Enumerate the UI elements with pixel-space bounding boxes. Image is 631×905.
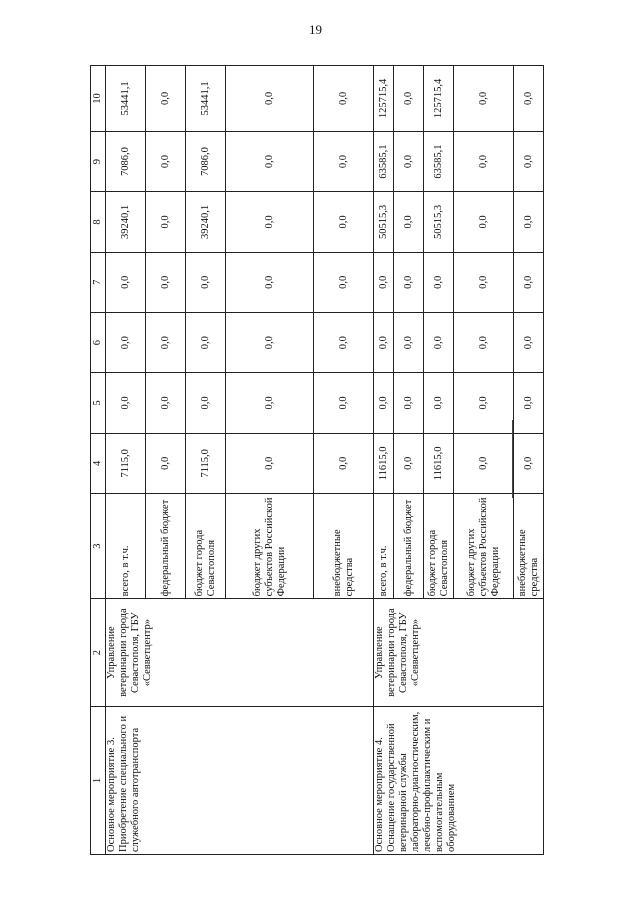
value-cell: 0,0 [186, 312, 226, 372]
header-col-9: 9 [91, 131, 106, 191]
value-cell: 0,0 [226, 312, 314, 372]
stray-vertical-line [512, 420, 513, 498]
value-cell: 7086,0 [186, 131, 226, 191]
value-cell: 125715,4 [424, 66, 454, 132]
header-col-10: 10 [91, 66, 106, 132]
measure-cell: Основное мероприятие 4. Оснащение государственной ветеринарной службы лабораторно-диагностическим, лечебно-профилактическим и вспомогательным оборудованием [374, 706, 544, 854]
rotated-table-frame [90, 65, 540, 855]
value-cell: 7115,0 [106, 433, 146, 493]
value-cell: 39240,1 [186, 192, 226, 252]
value-cell: 0,0 [146, 433, 186, 493]
header-col-5: 5 [91, 373, 106, 433]
value-cell: 39240,1 [106, 192, 146, 252]
value-cell: 0,0 [394, 312, 424, 372]
source-cell: всего, в т.ч. [374, 493, 394, 598]
value-cell: 0,0 [146, 252, 186, 312]
value-cell: 0,0 [314, 373, 374, 433]
value-cell: 0,0 [106, 312, 146, 372]
value-cell: 0,0 [314, 433, 374, 493]
value-cell: 0,0 [186, 252, 226, 312]
value-cell: 0,0 [454, 131, 514, 191]
value-cell: 0,0 [146, 192, 186, 252]
page-number: 19 [309, 22, 322, 37]
value-cell: 125715,4 [374, 66, 394, 132]
header-col-3: 3 [91, 493, 106, 598]
source-cell: всего, в т.ч. [106, 493, 146, 598]
source-cell: бюджет других субъектов Российской Федерации [454, 493, 514, 598]
value-cell: 0,0 [394, 433, 424, 493]
header-col-6: 6 [91, 312, 106, 372]
source-cell: федеральный бюджет [394, 493, 424, 598]
source-cell: внебюджетные средства [514, 493, 544, 598]
value-cell: 0,0 [454, 373, 514, 433]
value-cell: 0,0 [226, 433, 314, 493]
value-cell: 0,0 [374, 252, 394, 312]
table-container [90, 65, 540, 855]
header-col-2: 2 [91, 599, 106, 707]
measure-cell: Основное мероприятие 3. Приобретение специального и служебного автотранспорта [106, 706, 374, 854]
value-cell: 63585,1 [424, 131, 454, 191]
source-cell: бюджет города Севастополя [424, 493, 454, 598]
value-cell: 0,0 [374, 373, 394, 433]
header-col-4: 4 [91, 433, 106, 493]
value-cell: 0,0 [424, 373, 454, 433]
value-cell: 50515,3 [374, 192, 394, 252]
source-cell: внебюджетные средства [314, 493, 374, 598]
value-cell: 0,0 [424, 312, 454, 372]
value-cell: 0,0 [514, 312, 544, 372]
header-row [91, 66, 106, 855]
source-cell: бюджет города Севастополя [186, 493, 226, 598]
value-cell: 0,0 [226, 131, 314, 191]
executor-cell: Управление ветеринарии города Севастополя, ГБУ «Севветцентр» [106, 599, 374, 707]
value-cell: 50515,3 [424, 192, 454, 252]
header-col-8: 8 [91, 192, 106, 252]
value-cell: 0,0 [514, 192, 544, 252]
value-cell: 0,0 [314, 312, 374, 372]
value-cell: 0,0 [146, 373, 186, 433]
value-cell: 0,0 [454, 192, 514, 252]
table-row [106, 66, 146, 855]
value-cell: 0,0 [186, 373, 226, 433]
value-cell: 0,0 [514, 252, 544, 312]
value-cell: 0,0 [374, 312, 394, 372]
value-cell: 0,0 [454, 252, 514, 312]
value-cell: 0,0 [394, 192, 424, 252]
value-cell: 0,0 [314, 66, 374, 132]
executor-cell: Управление ветеринарии города Севастополя, ГБУ «Севветцентр» [374, 599, 544, 707]
value-cell: 0,0 [514, 373, 544, 433]
value-cell: 7115,0 [186, 433, 226, 493]
value-cell: 0,0 [514, 66, 544, 132]
value-cell: 0,0 [226, 66, 314, 132]
value-cell: 0,0 [514, 433, 544, 493]
value-cell: 53441,1 [106, 66, 146, 132]
value-cell: 53441,1 [186, 66, 226, 132]
value-cell: 0,0 [226, 192, 314, 252]
value-cell: 0,0 [226, 373, 314, 433]
header-col-1: 1 [91, 706, 106, 854]
header-col-7: 7 [91, 252, 106, 312]
value-cell: 63585,1 [374, 131, 394, 191]
value-cell: 0,0 [454, 66, 514, 132]
value-cell: 0,0 [394, 252, 424, 312]
value-cell: 0,0 [454, 433, 514, 493]
value-cell: 11615,0 [374, 433, 394, 493]
value-cell: 0,0 [394, 66, 424, 132]
table-row [374, 66, 394, 855]
value-cell: 0,0 [394, 373, 424, 433]
value-cell: 0,0 [314, 131, 374, 191]
financing-table [90, 65, 544, 855]
source-cell: федеральный бюджет [146, 493, 186, 598]
value-cell: 0,0 [424, 252, 454, 312]
source-cell: бюджет других субъектов Российской Федерации [226, 493, 314, 598]
value-cell: 7086,0 [106, 131, 146, 191]
value-cell: 0,0 [454, 312, 514, 372]
value-cell: 0,0 [146, 312, 186, 372]
value-cell: 0,0 [314, 252, 374, 312]
value-cell: 0,0 [514, 131, 544, 191]
value-cell: 0,0 [146, 66, 186, 132]
value-cell: 11615,0 [424, 433, 454, 493]
value-cell: 0,0 [146, 131, 186, 191]
value-cell: 0,0 [226, 252, 314, 312]
value-cell: 0,0 [106, 252, 146, 312]
value-cell: 0,0 [106, 373, 146, 433]
value-cell: 0,0 [394, 131, 424, 191]
value-cell: 0,0 [314, 192, 374, 252]
